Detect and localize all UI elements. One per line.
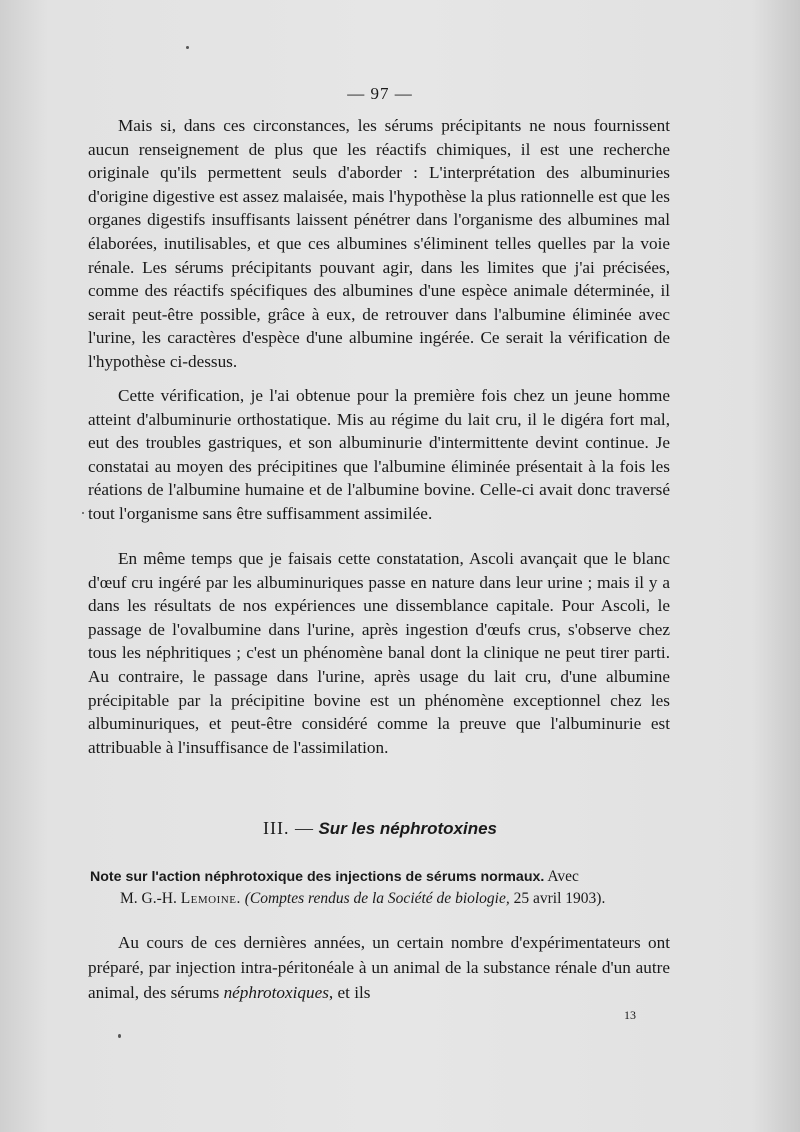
paragraph-2: Cette vérification, je l'ai obtenue pour la première fois chez un jeune homme atteint d'albuminurie orthostatique. Mis au régime du lait cru, il le digéra fort mal, eut des troubles gastriques, et son albuminurie d'intermittente devint continue. Je constatai au moyen des précipitines que l'albumine éliminée présentait à la fois les réations de l'albumine humaine et de l'albumine bovine. Celle-ci avait donc traversé tout l'organisme sans être suffisamment assimilée. xyxy=(88,386,670,523)
page-number: — 97 — xyxy=(347,84,413,103)
paragraph-4-emphasis: néphrotoxiques xyxy=(223,983,329,1002)
paragraph-3: En même temps que je faisais cette constatation, Ascoli avançait que le blanc d'œuf cru ingéré par les albuminuriques passe en nature dans leur urine ; mais il y a dans les résultats de nos expériences une dissemblance capitale. Pour Ascoli, le passage de l'ovalbumine dans l'urine, après ingestion d'œufs crus, s'observe chez tous les néphritiques ; c'est un phénomène banal dont la clinique ne peut tirer parti. Au contraire, le passage dans l'urine, après usage du lait cru, d'une albumine précipitable par la précipitine bovine est un phénomène exceptionnel chez les albuminuriques, et peut-être considéré comme la preuve que l'albuminurie est attribuable à l'insuffisance de l'assimilation. xyxy=(88,549,670,757)
section-heading xyxy=(0,818,760,839)
paragraph-4-text: Au cours de ces dernières années, un certain nombre d'expérimentateurs ont préparé, par injection intra-péritonéale à un animal de la substance rénale d'un autre animal, des sérums xyxy=(88,933,670,1002)
signature-mark: 13 xyxy=(624,1008,636,1022)
paper-speck xyxy=(82,512,84,514)
paper-speck xyxy=(186,46,189,49)
bibliographic-note xyxy=(90,866,670,910)
paragraph-4-tail: , et ils xyxy=(328,983,371,1002)
section-title: Sur les néphrotoxines xyxy=(318,819,498,838)
note-citation: (Comptes rendus de la Société de biologie, xyxy=(244,890,510,907)
note-title: Note sur l'action néphrotoxique des injections de sérums normaux. xyxy=(90,869,545,885)
paragraph-1: Mais si, dans ces circonstances, les sérums précipitants ne nous fournissent aucun renseignement de plus que les réactifs chimiques, il est une recherche originale qu'ils permettent seuls d'aborder : L'interprétation des albuminuries d'origine digestive est assez malaisée, mais l'hypothèse la plus rationnelle est que les organes digestifs insuffisants laissent pénétrer dans l'organisme des albumines mal élaborées, inutilisables, et que ces albumines s'éliminent telles quelles par la voie rénale. Les sérums précipitants pouvant agir, dans les limites que j'ai précisées, comme des réactifs spécifiques des albumines d'une espèce animale déterminée, il serait peut-être possible, grâce à eux, de retrouver dans l'albumine éliminée avec l'urine, les caractères d'espèce d'une albumine ingérée. Ce serait la vérification de l'hypothèse ci-dessus. xyxy=(88,116,670,371)
section-numeral: III. — xyxy=(262,818,314,838)
paragraph-4 xyxy=(88,930,670,1005)
note-author-name: Lemoine. xyxy=(180,890,241,907)
note-author-prefix: M. G.-H. xyxy=(120,890,177,907)
paper-speck xyxy=(118,1034,121,1038)
note-with: Avec xyxy=(547,868,579,885)
note-author-line xyxy=(90,888,670,910)
note-date: 25 avril 1903). xyxy=(513,890,606,907)
